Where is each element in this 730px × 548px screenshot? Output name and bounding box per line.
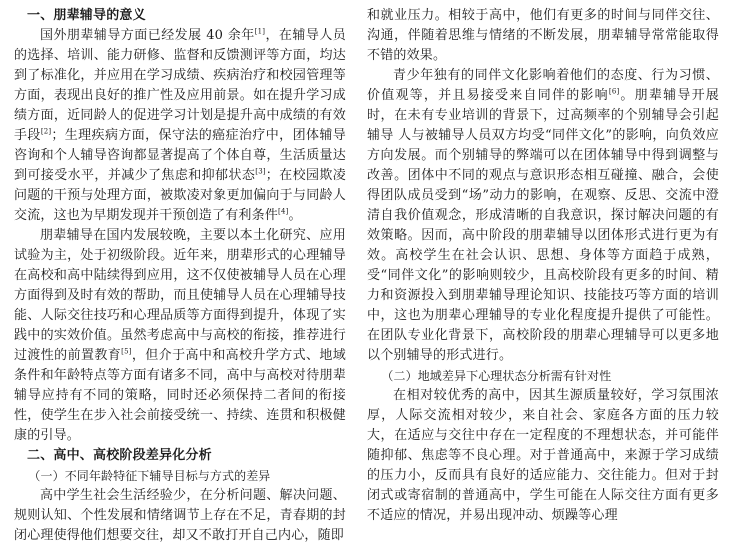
paragraph-text: 国外朋辈辅导方面已经发展 40 余年 (40, 28, 255, 43)
paragraph-text: 高中学生社会生活经验少，在分析问题、解决问题、规则认知、个性发展和情绪调节上存在不足，青春期的封闭心理使得他们想要交往，却又不敢打开自己内心，随即 (14, 488, 346, 543)
paragraph-text: 青少年独有的同伴文化影响着他们的态度、行为习惯、价值观等，并且易接受来自同伴的影响 (367, 68, 719, 103)
citation-marker: [6] (608, 87, 620, 96)
paragraph-text: 在相对较优秀的高中，因其生源质量较好，学习氛围浓厚，人际交流相对较少，来自社会、家庭各方面的压力较大，在适应与交往中存在一定程度的不理想状态，并可能伴随抑郁、焦虑等不良心理。对于普通高中，来源于学习成绩的压力小，反而具有良好的适应能力、交往能力。但对于封闭式或寄宿制的普通高中，学生可能在人际交往方面有更多不适应的情况，并易出现冲动、烦躁等心理 (367, 388, 719, 523)
paragraph-text: 。朋辈辅导开展时，在未有专业培训的背景下，过高频率的个别辅导会引起辅导 人与被辅导人员双方均受“同伴文化”的影响，向负效应方向发展。而个别辅导的弊端可以在团体辅导中得到调整与改善。团体中不同的观点与意识形态相互碰撞、融合，会使得团队成员受到“场”动力的影响，在观察、反思、交流中澄清自我价值观念，形成清晰的自我意识，探讨解决问题的有效策略。因而，高中阶段的朋辈辅导以团体形式进行更为有效。高校学生在社会认识、思想、身体等方面趋于成熟，受“同伴文化”的影响则较少，且高校阶段有更多的时间、精力和资源投入到朋辈辅导理论知识、技能技巧等方面的培训中，这也为朋辈心理辅导的专业化程度提升提供了可能性。在团队专业化背景下，高校阶段的朋辈心理辅导可以更多地以个别辅导的形式进行。 (367, 88, 720, 363)
left-column (14, 6, 346, 546)
paragraph-text: ，在辅导人员的选择、培训、能力研修、监督和反馈测评等方面，均达到了标准化，并应用在学习成绩、疾病治疗和校园管理等方面，表现出良好的推广性及应用前景。如在提升学习成绩方面，近同龄人的促进学习计划是提升高中成绩的有效手段 (14, 28, 346, 143)
paragraph-peer-culture (367, 66, 719, 366)
paragraph-continued (367, 6, 719, 66)
citation-marker: [4] (278, 207, 289, 216)
citation-marker: [3] (255, 167, 266, 176)
paragraph-text: 和就业压力。相较于高中，他们有更多的时间与同伴交往、沟通，伴随着思维与情绪的不断发展，朋辈辅导常常能取得不错的效果。 (367, 8, 719, 63)
paragraph-text: ；在校园欺凌问题的干预与处理方面，被欺凌对象更加偏向于与同龄人交流，这也为早期发现并干预创造了有利条件 (14, 168, 346, 223)
subsection-heading-age: （一）不同年龄特征下辅导目标与方式的差异 (28, 469, 271, 483)
citation-marker: [2] (40, 127, 52, 136)
paragraph-domestic-development (14, 226, 346, 446)
paragraph-high-school-students (14, 486, 346, 546)
right-column (367, 6, 719, 526)
paragraph-text: 朋辈辅导在国内发展较晚，主要以本土化研究、应用试验为主，处于初级阶段。近年来，朋辈形式的心理辅导在高校和高中陆续得到应用，这不仅使被辅导人员在心理方面得到及时有效的帮助，而且使辅导人员在心理辅导技能、人际交往技巧和心理品质等方面得到提升，体现了实践中的实效价值。虽然考虑高中与高校的衔接，推荐进行过渡性的前置教育 (14, 228, 346, 363)
subsection-heading-region: （二）地域差异下心理状态分析需有针对性 (381, 369, 612, 383)
citation-marker: [1] (254, 27, 266, 36)
section-heading-differences: 二、高中、高校阶段差异化分析 (27, 448, 212, 463)
citation-marker: [5] (121, 347, 132, 356)
paragraph-foreign-development (14, 26, 346, 226)
paragraph-text: ；生理疾病方面，保守法的癌症治疗中，团体辅导咨询和个人辅导咨询都显著提高了个体自尊，生活质量达到可接受水平，并减少了焦虑和抑郁状态 (14, 128, 346, 183)
paragraph-regional-state (367, 386, 719, 526)
section-heading-meaning: 一、朋辈辅导的意义 (27, 8, 146, 23)
paragraph-text: ，但介于高中和高校升学方式、地域条件和年龄特点等方面有诸多不同，高中与高校对待朋辈辅导应持有不同的策略，同时还必须保持二者间的衔接性，使学生在步入社会前接受统一、持续、连贯和积极健康的引导。 (14, 348, 347, 443)
paragraph-text: 。 (288, 208, 302, 223)
